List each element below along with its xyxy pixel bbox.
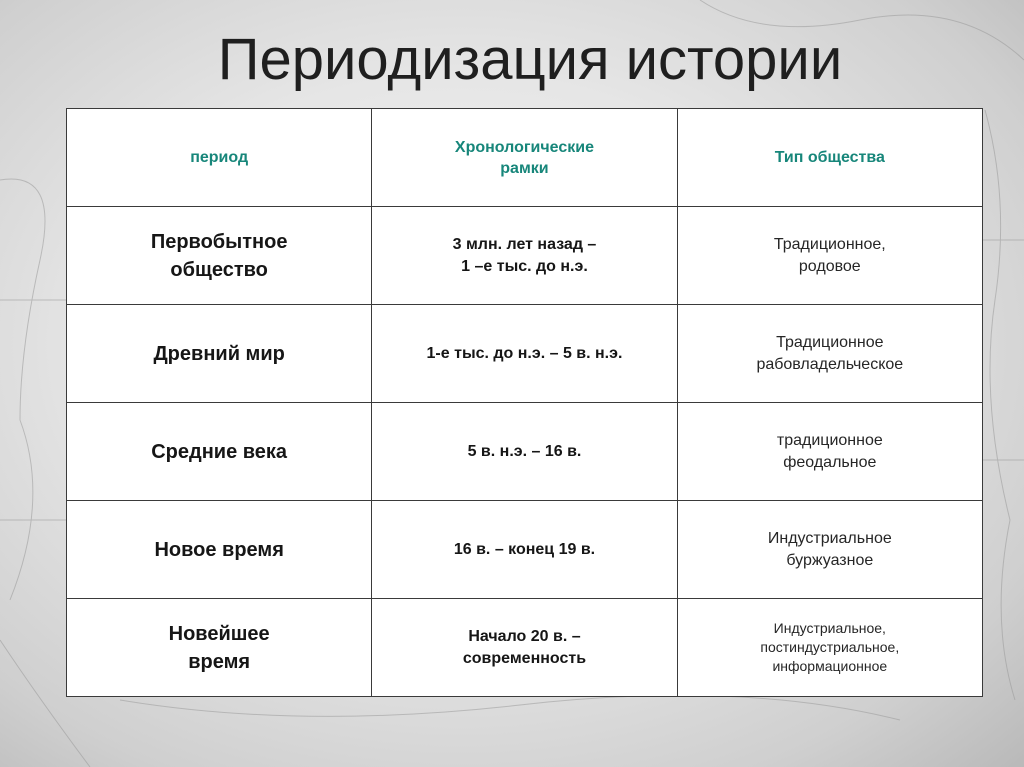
type-cell: Традиционное, родовое — [677, 207, 982, 305]
range-cell: 16 в. – конец 19 в. — [372, 501, 677, 599]
period-cell: Средние века — [67, 403, 372, 501]
table-header-row — [67, 109, 983, 207]
header-society-type: Тип общества — [677, 109, 982, 207]
table-row — [67, 305, 983, 403]
period-cell: Первобытное общество — [67, 207, 372, 305]
periodization-table — [66, 108, 983, 697]
range-cell: 3 млн. лет назад – 1 –е тыс. до н.э. — [372, 207, 677, 305]
period-cell: Новейшее время — [67, 599, 372, 697]
table-row — [67, 403, 983, 501]
range-cell: 1-е тыс. до н.э. – 5 в. н.э. — [372, 305, 677, 403]
period-cell: Новое время — [67, 501, 372, 599]
type-cell: Индустриальное буржуазное — [677, 501, 982, 599]
header-chronology: Хронологические рамки — [372, 109, 677, 207]
header-period: период — [67, 109, 372, 207]
table-row — [67, 501, 983, 599]
table-row — [67, 599, 983, 697]
page-title: Периодизация истории — [217, 27, 843, 92]
type-cell: Индустриальное, постиндустриальное, информационное — [677, 599, 982, 697]
type-cell: Традиционное рабовладельческое — [677, 305, 982, 403]
table-row — [67, 207, 983, 305]
range-cell: Начало 20 в. – современность — [372, 599, 677, 697]
type-cell: традиционное феодальное — [677, 403, 982, 501]
period-cell: Древний мир — [67, 305, 372, 403]
range-cell: 5 в. н.э. – 16 в. — [372, 403, 677, 501]
